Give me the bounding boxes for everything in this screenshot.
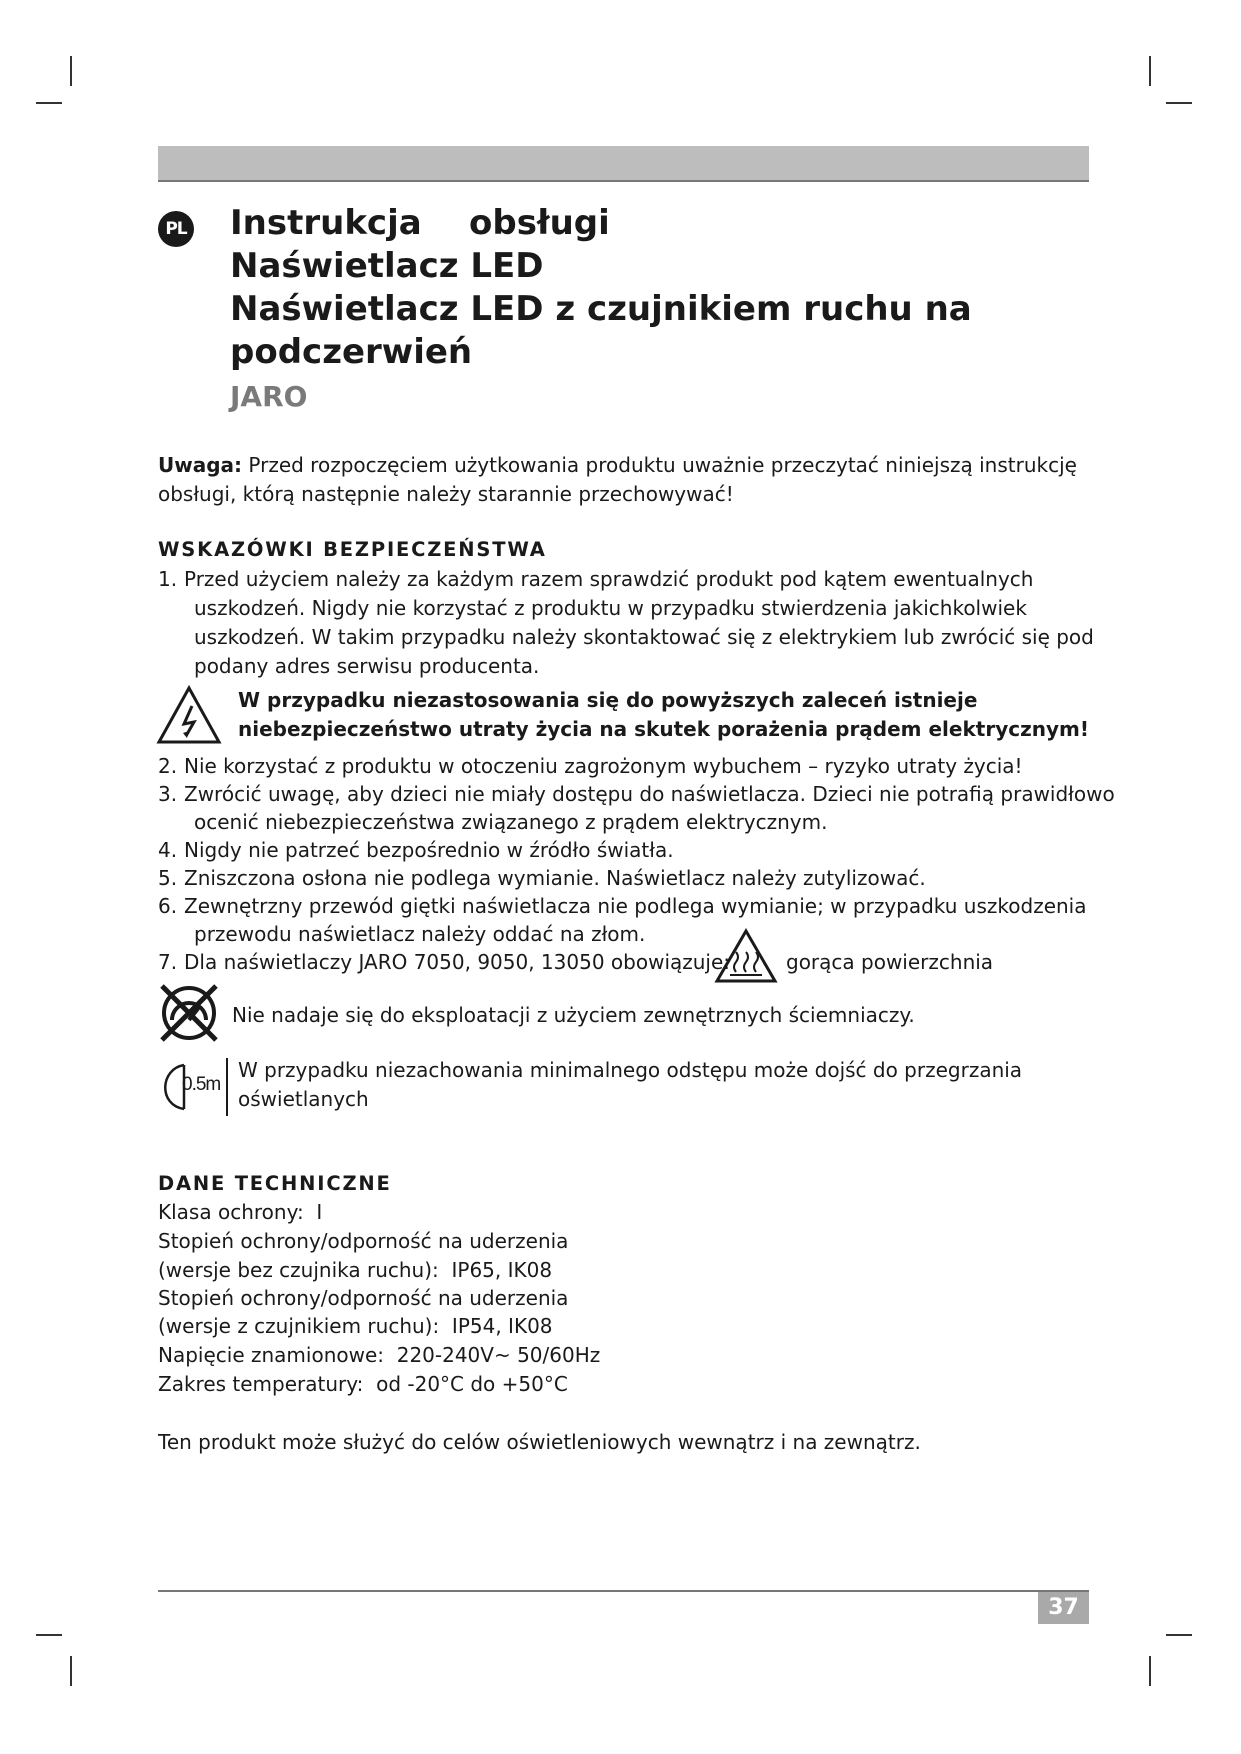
page-title: Instrukcja obsługi <box>230 203 610 243</box>
minimum-distance-icon <box>156 1058 228 1116</box>
footer-line <box>158 1590 1089 1592</box>
notice-label: Uwaga: <box>158 453 243 477</box>
distance-divider <box>226 1058 228 1116</box>
list-text: uszkodzeń. Nigdy nie korzystać z produktu w przypadku stwierdzenia jakichkolwiek <box>194 596 1027 620</box>
list-item <box>158 864 926 893</box>
page-title: podczerwień <box>230 332 473 372</box>
crop-mark <box>1149 56 1151 86</box>
list-text: podany adres serwisu producenta. <box>194 654 540 678</box>
title-block <box>230 202 972 413</box>
notice-text: obsługi, którą następnie należy starannie przechowywać! <box>158 482 734 506</box>
hot-surface-label: gorąca powierzchnia <box>786 950 994 974</box>
hot-surface-icon <box>714 928 778 984</box>
crop-mark <box>1149 1656 1151 1686</box>
crop-mark <box>1166 102 1192 104</box>
list-number: 3. <box>158 782 178 806</box>
crop-mark <box>1166 1634 1192 1636</box>
list-item <box>158 780 1115 809</box>
tech-line: Stopień ochrony/odporność na uderzenia <box>158 1286 569 1310</box>
list-text: Zwrócić uwagę, aby dzieci nie miały dostępu do naświetlacza. Dzieci nie potrafią prawidłowo <box>184 782 1115 806</box>
section-heading: DANE TECHNICZNE <box>158 1172 392 1195</box>
crop-mark <box>70 56 72 86</box>
list-number: 4. <box>158 838 178 862</box>
list-item <box>158 565 1033 594</box>
language-badge: PL <box>158 211 194 247</box>
warning-text: niebezpieczeństwo utraty życia na skutek porażenia prądem elektrycznym! <box>238 717 1089 741</box>
list-text: uszkodzeń. W takim przypadku należy skontaktować się z elektrykiem lub zwrócić się pod <box>194 625 1094 649</box>
crop-mark <box>70 1656 72 1686</box>
list-number: 1. <box>158 567 178 591</box>
electric-shock-warning-icon <box>156 684 222 746</box>
list-number: 6. <box>158 894 178 918</box>
list-number: 5. <box>158 866 178 890</box>
warning-text: W przypadku niezastosowania się do powyższych zaleceń istnieje <box>238 688 978 712</box>
list-text: przewodu naświetlacz należy oddać na złom. <box>194 922 646 946</box>
crop-mark <box>36 1634 62 1636</box>
notice <box>158 451 1077 480</box>
distance-note: oświetlanych <box>238 1087 369 1111</box>
list-text: ocenić niebezpieczeństwa związanego z prądem elektrycznym. <box>194 810 828 834</box>
page-title: Naświetlacz LED <box>230 246 544 286</box>
list-text: Zewnętrzny przewód giętki naświetlacza nie podlega wymianie; w przypadku uszkodzenia <box>184 894 1087 918</box>
tech-line: Zakres temperatury: od -20°C do +50°C <box>158 1372 568 1396</box>
model-name: JARO <box>230 380 308 413</box>
list-text: Nigdy nie patrzeć bezpośrednio w źródło światła. <box>184 838 674 862</box>
tech-line: Klasa ochrony: I <box>158 1200 323 1224</box>
dimmer-note: Nie nadaje się do eksploatacji z użyciem zewnętrznych ściemniaczy. <box>232 1003 915 1027</box>
tech-line: (wersje bez czujnika ruchu): IP65, IK08 <box>158 1258 553 1282</box>
tech-line: Napięcie znamionowe: 220-240V~ 50/60Hz <box>158 1343 601 1367</box>
section-heading: WSKAZÓWKI BEZPIECZEŃSTWA <box>158 538 547 561</box>
list-item <box>158 892 1086 921</box>
usage-note: Ten produkt może służyć do celów oświetleniowych wewnątrz i na zewnątrz. <box>158 1430 921 1454</box>
distance-label: 0.5m <box>182 1074 221 1095</box>
list-text: Nie korzystać z produktu w otoczeniu zagrożonym wybuchem – ryzyko utraty życia! <box>184 754 1023 778</box>
header-bar <box>158 146 1089 182</box>
tech-line: Stopień ochrony/odporność na uderzenia <box>158 1229 569 1253</box>
list-item <box>158 948 730 977</box>
distance-note: W przypadku niezachowania minimalnego odstępu może dojść do przegrzania <box>238 1058 1023 1082</box>
tech-line: (wersje z czujnikiem ruchu): IP54, IK08 <box>158 1314 553 1338</box>
no-dimmer-icon <box>156 982 222 1044</box>
list-text: Zniszczona osłona nie podlega wymianie. Naświetlacz należy zutylizować. <box>184 866 926 890</box>
list-item <box>158 836 674 865</box>
list-text: Przed użyciem należy za każdym razem sprawdzić produkt pod kątem ewentualnych <box>184 567 1034 591</box>
crop-mark <box>36 102 62 104</box>
page-title: Naświetlacz LED z czujnikiem ruchu na <box>230 289 972 329</box>
list-item <box>158 752 1023 781</box>
notice-text: Przed rozpoczęciem użytkowania produktu uważnie przeczytać niniejszą instrukcję <box>248 453 1077 477</box>
list-text: Dla naświetlaczy JARO 7050, 9050, 13050 obowiązuje: <box>184 950 731 974</box>
list-number: 2. <box>158 754 178 778</box>
page-number: 37 <box>1038 1592 1089 1624</box>
list-number: 7. <box>158 950 178 974</box>
